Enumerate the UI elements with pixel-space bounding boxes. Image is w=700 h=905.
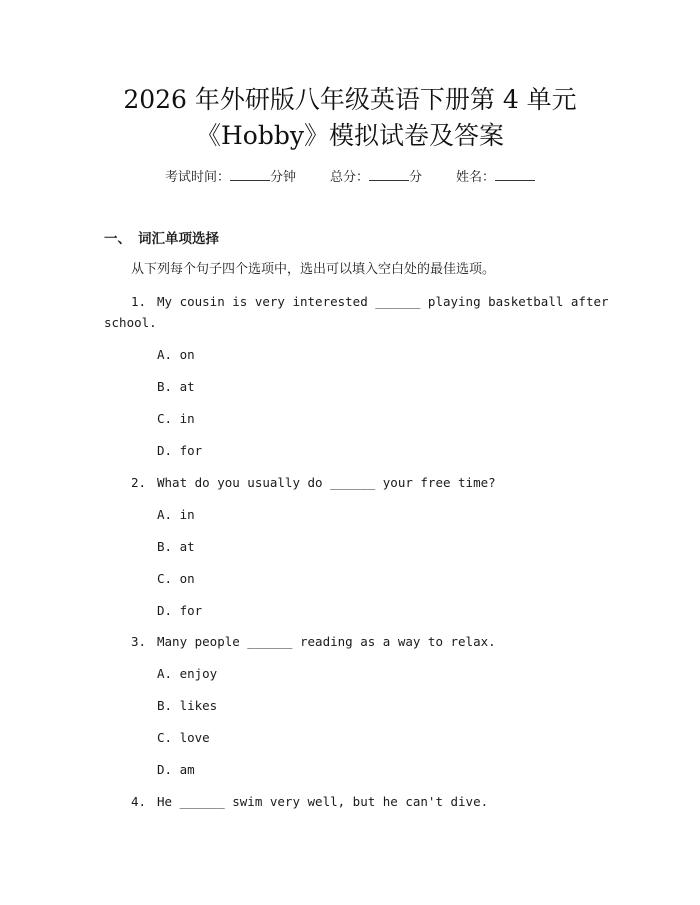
question-number: 4. bbox=[131, 794, 147, 809]
score-label: 总分： bbox=[329, 170, 369, 185]
exam-info-line bbox=[0, 168, 700, 187]
question-text: He ______ swim very well, but he can't dive. bbox=[157, 794, 489, 809]
section-instruction: 从下列每个句子四个选项中，选出可以填入空白处的最佳选项。 bbox=[131, 262, 496, 277]
time-unit: 分钟 bbox=[269, 170, 296, 185]
option-1d: D. for bbox=[157, 443, 203, 458]
page-title-line1: 2026 年外研版八年级英语下册第 4 单元 bbox=[123, 85, 577, 114]
option-3b: B. likes bbox=[157, 698, 218, 713]
option-1b: B. at bbox=[157, 379, 195, 394]
question-text: My cousin is very interested ______ playing basketball after bbox=[157, 294, 609, 309]
question-number: 2. bbox=[131, 475, 147, 490]
name-label: 姓名： bbox=[456, 170, 496, 185]
question-number: 1. bbox=[131, 294, 147, 309]
section-title: 词汇单项选择 bbox=[138, 231, 219, 247]
option-3c: C. love bbox=[157, 730, 210, 745]
option-1a: A. on bbox=[157, 347, 195, 362]
question-2 bbox=[131, 474, 496, 492]
score-blank bbox=[369, 168, 409, 181]
name-blank bbox=[495, 168, 535, 181]
section-number: 一、 bbox=[104, 231, 131, 247]
time-blank bbox=[230, 168, 270, 181]
option-2c: C. on bbox=[157, 571, 195, 586]
score-unit: 分 bbox=[409, 170, 423, 185]
question-3 bbox=[131, 633, 496, 651]
question-1 bbox=[131, 293, 609, 311]
option-2b: B. at bbox=[157, 539, 195, 554]
section-heading bbox=[104, 230, 219, 248]
option-1c: C. in bbox=[157, 411, 195, 426]
option-3d: D. am bbox=[157, 762, 195, 777]
question-1-continuation: school. bbox=[104, 315, 157, 330]
question-number: 3. bbox=[131, 634, 147, 649]
option-2d: D. for bbox=[157, 603, 203, 618]
option-3a: A. enjoy bbox=[157, 666, 218, 681]
question-4 bbox=[131, 793, 488, 811]
option-2a: A. in bbox=[157, 507, 195, 522]
time-label: 考试时间： bbox=[164, 170, 230, 185]
page-title-line2: 《Hobby》模拟试卷及答案 bbox=[196, 121, 504, 150]
question-text: What do you usually do ______ your free time? bbox=[157, 475, 496, 490]
question-text: Many people ______ reading as a way to relax. bbox=[157, 634, 496, 649]
